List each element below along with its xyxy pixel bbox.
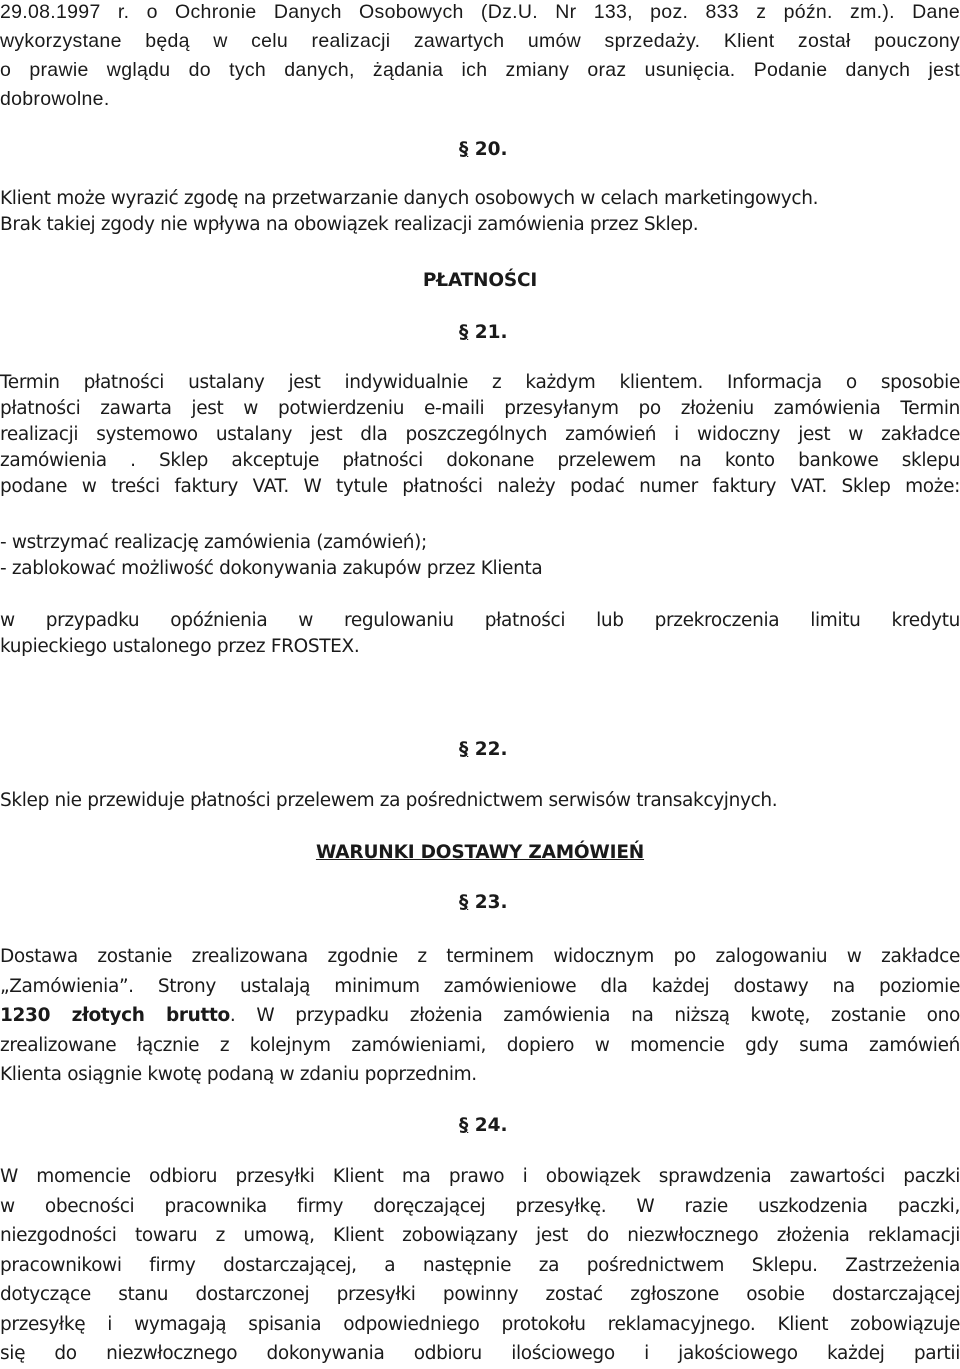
- section-22-paragraph: [0, 788, 960, 814]
- list-item: - wstrzymać realizację zamówienia (zamówień);: [0, 532, 427, 553]
- text-line: Brak takiej zgody nie wpływa na obowiązek realizacji zamówienia przez Sklep.: [0, 214, 699, 235]
- text-line: Klient może wyrazić zgodę na przetwarzanie danych osobowych w celach marketingowych.: [0, 188, 819, 209]
- minimum-order-amount: 1230 złotych brutto: [0, 1005, 230, 1026]
- text-line: „Zamówienia”. Strony ustalają minimum zamówieniowe dla każdej dostawy na poziomie: [0, 975, 960, 997]
- section-heading-warunki-dostawy: WARUNKI DOSTAWY ZAMÓWIEŃ: [315, 842, 645, 863]
- text-line: realizacji systemowo ustalany jest dla poszczególnych zamówień i widoczny jest w zakładce: [0, 424, 960, 445]
- text-line: Termin płatności ustalany jest indywidualnie z każdym klientem. Informacja o sposobie: [0, 372, 960, 393]
- text-line: Dostawa zostanie zrealizowana zgodnie z terminem widocznym po zalogowaniu w zakładce: [0, 946, 960, 967]
- section-24-paragraph: [0, 1162, 960, 1369]
- text-line: W momencie odbioru przesyłki Klient ma prawo i obowiązek sprawdzenia zawartości paczki: [0, 1166, 960, 1187]
- text-line: wykorzystane będą w celu realizacji zawartych umów sprzedaży. Klient został pouczony: [0, 30, 960, 52]
- text-line: się do niezwłocznego dokonywania odbioru ilościowego i jakościowego każdej partii: [0, 1343, 960, 1364]
- text-line: w obecności pracownika firmy doręczającej przesyłkę. W razie uszkodzenia paczki,: [0, 1195, 960, 1217]
- text-line: w przypadku opóźnienia w regulowaniu płatności lub przekroczenia limitu kredytu: [0, 610, 960, 631]
- section-21-list: [0, 530, 960, 582]
- section-21-paragraph: [0, 370, 960, 500]
- section-20-paragraph: [0, 186, 960, 238]
- section-23-number: § 23.: [459, 892, 508, 913]
- section-21-conclusion: [0, 608, 960, 660]
- text-line: zamówienia . Sklep akceptuje płatności dokonane przelewem na konto bankowe sklepu: [0, 450, 960, 471]
- section-22-number: § 22.: [459, 739, 508, 760]
- text-line: zrealizowane łącznie z kolejnym zamówieniami, dopiero w momencie gdy suma zamówień: [0, 1034, 960, 1056]
- text-line: płatności zawarta jest w potwierdzeniu e-maili przesyłanym po złożeniu zamówienia Termin: [0, 398, 960, 419]
- intro-paragraph: [0, 0, 960, 114]
- section-23-paragraph: [0, 942, 960, 1090]
- section-20-number: § 20.: [459, 139, 508, 160]
- text-line: pracownikowi firmy dostarczającej, a następnie za pośrednictwem Sklepu. Zastrzeżenia: [0, 1254, 960, 1276]
- section-21-number: § 21.: [459, 322, 508, 343]
- list-item: - zablokować możliwość dokonywania zakupów przez Klienta: [0, 558, 543, 579]
- section-24-number: § 24.: [459, 1115, 508, 1136]
- text-line: dotyczące stanu dostarczonej przesyłki powinny zostać zgłoszone osobie dostarczającej: [0, 1284, 960, 1305]
- text-line: podane w treści faktury VAT. W tytule płatności należy podać numer faktury VAT. Sklep może:: [0, 476, 960, 497]
- text-line: przesyłkę i wymagają spisania odpowiedniego protokołu reklamacyjnego. Klient zobowiązuje: [0, 1313, 960, 1335]
- text-line: o prawie wglądu do tych danych, żądania ich zmiany oraz usunięcia. Podanie danych jest: [0, 59, 960, 81]
- text-line: 1230 złotych brutto. W przypadku złożenia zamówienia na niższą kwotę, zostanie ono: [0, 1005, 960, 1026]
- text-line: Klienta osiągnie kwotę podaną w zdaniu poprzednim.: [0, 1064, 477, 1085]
- text-line: Sklep nie przewiduje płatności przelewem za pośrednictwem serwisów transakcyjnych.: [0, 790, 778, 811]
- text-line: dobrowolne.: [0, 88, 110, 110]
- section-heading-platnosci: PŁATNOŚCI: [422, 270, 538, 291]
- text-line: niezgodności towaru z umową, Klient zobowiązany jest do niezwłocznego złożenia reklamacji: [0, 1225, 960, 1246]
- text-line: kupieckiego ustalonego przez FROSTEX.: [0, 636, 360, 657]
- text-line: 29.08.1997 r. o Ochronie Danych Osobowych (Dz.U. Nr 133, poz. 833 z późn. zm.). Dane: [0, 1, 960, 23]
